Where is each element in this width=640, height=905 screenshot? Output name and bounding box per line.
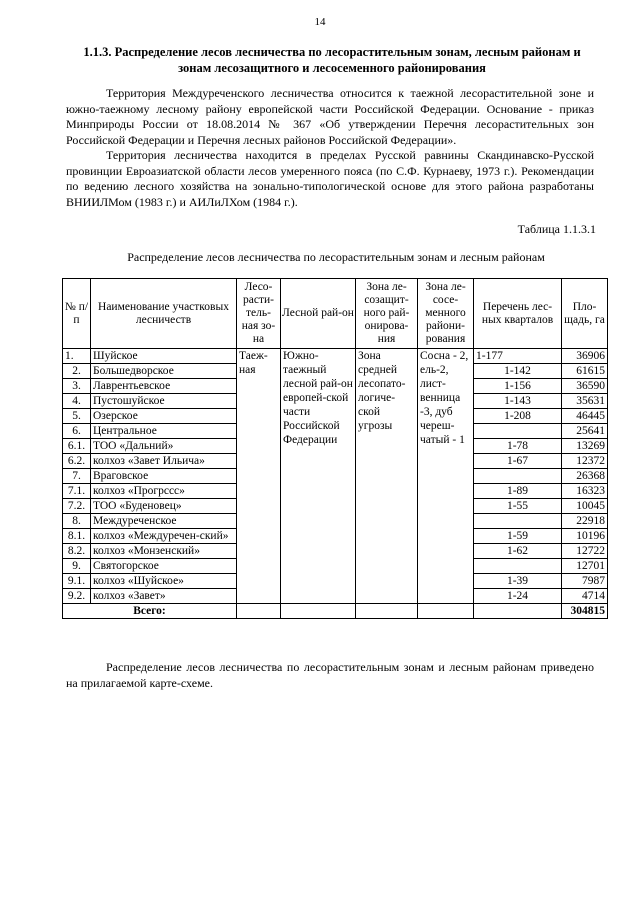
cell-name: Шуйское xyxy=(91,349,237,364)
table-total-row xyxy=(63,604,608,619)
cell-name: ТОО «Буденовец» xyxy=(91,499,237,514)
cell-name: Пустошуйское xyxy=(91,394,237,409)
cell-quarters: 1-59 xyxy=(474,529,562,544)
header-num: № п/п xyxy=(63,279,91,349)
header-name: Наименование участковых лесничеств xyxy=(91,279,237,349)
cell-name: Центральное xyxy=(91,424,237,439)
cell-quarters: 1-89 xyxy=(474,484,562,499)
total-empty-district xyxy=(281,604,356,619)
cell-name: Святогорское xyxy=(91,559,237,574)
cell-area: 13269 xyxy=(562,439,608,454)
cell-quarters: 1-78 xyxy=(474,439,562,454)
cell-name: колхоз «Монзенский» xyxy=(91,544,237,559)
header-area: Пло-щадь, га xyxy=(562,279,608,349)
cell-num: 7.2. xyxy=(63,499,91,514)
cell-name: колхоз «Прогрсcс» xyxy=(91,484,237,499)
cell-protect: Зона средней лесопато-логиче-ской угрозы xyxy=(356,349,418,604)
cell-area: 10196 xyxy=(562,529,608,544)
cell-area: 61615 xyxy=(562,364,608,379)
cell-quarters: 1-208 xyxy=(474,409,562,424)
section-heading: 1.1.3. Распределение лесов лесничества по лесорастительным зонам, лесным районам и зонам лесозащитного и лесосеменного районирования xyxy=(83,45,581,75)
cell-area: 36906 xyxy=(562,349,608,364)
cell-num: 3. xyxy=(63,379,91,394)
cell-num: 6.2. xyxy=(63,454,91,469)
header-seed: Зона ле-сосе-менного райони-рования xyxy=(418,279,474,349)
cell-quarters: 1-24 xyxy=(474,589,562,604)
cell-name: Озерское xyxy=(91,409,237,424)
cell-num: 8. xyxy=(63,514,91,529)
cell-name: Лаврентьевское xyxy=(91,379,237,394)
cell-num: 5. xyxy=(63,409,91,424)
total-empty-quarters xyxy=(474,604,562,619)
cell-area: 12701 xyxy=(562,559,608,574)
cell-num: 7. xyxy=(63,469,91,484)
cell-num: 1. xyxy=(63,349,91,364)
cell-num: 8.2. xyxy=(63,544,91,559)
total-empty-protect xyxy=(356,604,418,619)
cell-quarters xyxy=(474,559,562,574)
cell-quarters xyxy=(474,514,562,529)
cell-area: 12372 xyxy=(562,454,608,469)
cell-seed: Сосна - 2, ель-2, лист-венница -3, дуб череш-чатый - 1 xyxy=(418,349,474,604)
table-row xyxy=(63,349,608,364)
cell-name: колхоз «Междуречен-ский» xyxy=(91,529,237,544)
cell-quarters xyxy=(474,424,562,439)
total-area: 304815 xyxy=(562,604,608,619)
cell-name: колхоз «Завет Ильича» xyxy=(91,454,237,469)
paragraph-2-text: Территория лесничества находится в пределах Русской равнины Скандинавско-Русской провинции Евроазиатской области лесов умеренного пояса (по С.Ф. Курнаеву, 1973 г.). Рекомендации по ведению лесного хозяйства на зонально-типологической основе для этого района разработаны ВНИИЛМом (1983 г.) и АИЛиЛХом (1984 г.). xyxy=(66,148,594,209)
cell-num: 9.2. xyxy=(63,589,91,604)
paragraph-3 xyxy=(66,660,594,691)
total-label: Всего: xyxy=(63,604,237,619)
cell-name: ТОО «Дальний» xyxy=(91,439,237,454)
paragraph-1-text: Территория Междуреченского лесничества относится к таежной лесорастительной зоне и южно-таежному лесному району европейской части Российской Федерации. Основание - приказ Минприроды России от 18.08.2014 № 367 «Об утверждении Перечня лесорастительных зон Российской Федерации и Перечня лесных районов Российской Федерации». xyxy=(66,86,594,147)
cell-num: 2. xyxy=(63,364,91,379)
cell-area: 26368 xyxy=(562,469,608,484)
cell-quarters: 1-39 xyxy=(474,574,562,589)
cell-zone: Таеж-ная xyxy=(237,349,281,604)
total-empty-seed xyxy=(418,604,474,619)
cell-name: колхоз «Шуйское» xyxy=(91,574,237,589)
table-label: Таблица 1.1.3.1 xyxy=(517,222,596,236)
header-quarters: Перечень лес-ных кварталов xyxy=(474,279,562,349)
cell-area: 12722 xyxy=(562,544,608,559)
cell-area: 46445 xyxy=(562,409,608,424)
table-caption: Распределение лесов лесничества по лесорастительным зонам и лесным районам xyxy=(127,250,545,264)
forest-distribution-table xyxy=(62,278,608,619)
paragraph-1 xyxy=(66,86,594,148)
cell-quarters: 1-156 xyxy=(474,379,562,394)
cell-name: колхоз «Завет» xyxy=(91,589,237,604)
cell-area: 4714 xyxy=(562,589,608,604)
cell-num: 4. xyxy=(63,394,91,409)
cell-quarters: 1-55 xyxy=(474,499,562,514)
cell-quarters: 1-177 xyxy=(474,349,562,364)
cell-quarters xyxy=(474,469,562,484)
cell-area: 10045 xyxy=(562,499,608,514)
header-protect: Зона ле-созащит-ного рай-онирова-ния xyxy=(356,279,418,349)
cell-quarters: 1-62 xyxy=(474,544,562,559)
cell-name: Враговское xyxy=(91,469,237,484)
cell-area: 25641 xyxy=(562,424,608,439)
header-district: Лесной рай-он xyxy=(281,279,356,349)
cell-quarters: 1-142 xyxy=(474,364,562,379)
cell-area: 7987 xyxy=(562,574,608,589)
page-number: 14 xyxy=(314,16,326,28)
paragraph-3-text: Распределение лесов лесничества по лесорастительным зонам и лесным районам приведено на прилагаемой карте-схеме. xyxy=(66,660,594,690)
cell-area: 22918 xyxy=(562,514,608,529)
cell-quarters: 1-143 xyxy=(474,394,562,409)
total-empty-zone xyxy=(237,604,281,619)
header-zone: Лесо-расти-тель-ная зо-на xyxy=(237,279,281,349)
table-header-row xyxy=(63,279,608,349)
cell-district: Южно-таежный лесной рай-он европей-ской части Российской Федерации xyxy=(281,349,356,604)
cell-area: 36590 xyxy=(562,379,608,394)
cell-num: 9. xyxy=(63,559,91,574)
cell-name: Междуреченское xyxy=(91,514,237,529)
cell-area: 16323 xyxy=(562,484,608,499)
cell-num: 9.1. xyxy=(63,574,91,589)
cell-name: Большедворское xyxy=(91,364,237,379)
cell-area: 35631 xyxy=(562,394,608,409)
cell-num: 6.1. xyxy=(63,439,91,454)
cell-num: 8.1. xyxy=(63,529,91,544)
cell-quarters: 1-67 xyxy=(474,454,562,469)
cell-num: 6. xyxy=(63,424,91,439)
cell-num: 7.1. xyxy=(63,484,91,499)
paragraph-2 xyxy=(66,148,594,210)
